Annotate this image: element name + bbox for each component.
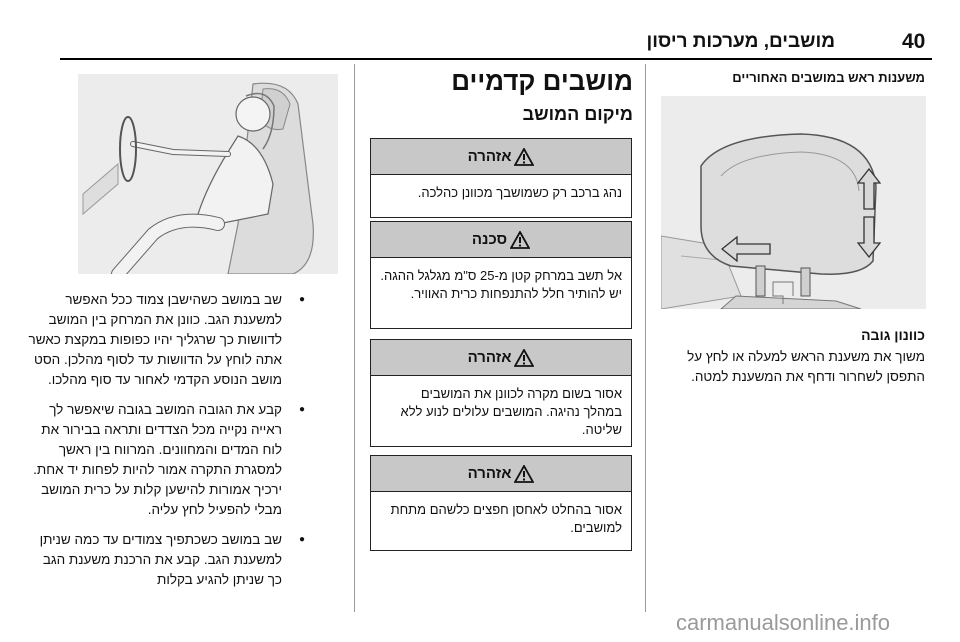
notice-label: אזהרה: [467, 465, 512, 482]
driver-drawing: [78, 74, 338, 274]
notice-header: [371, 139, 631, 175]
notice-header: [371, 340, 631, 376]
arrow-down-icon: [857, 216, 881, 258]
notice-header: [371, 456, 631, 492]
arrow-up-icon: [857, 168, 881, 210]
notice-text: אסור בשום מקרה לכוונן את המושבים במהלך נהיגה. המושבים עלולים לנוע ללא שליטה.: [400, 386, 622, 437]
notice-label: אזהרה: [467, 349, 512, 366]
headrest-section-title: משענות ראש במושבים האחוריים: [732, 70, 925, 85]
header-rule: [60, 58, 932, 60]
watermark: carmanualsonline.info: [676, 610, 891, 635]
notice-text: אסור בהחלט לאחסן חפצים כלשהם מתחת למושבים.: [390, 502, 622, 535]
danger-notice: [370, 221, 632, 329]
front-seats-title: מושבים קדמיים: [451, 66, 633, 96]
notice-header: [371, 222, 631, 258]
headrest-illustration: [661, 96, 926, 309]
warning-notice: [370, 339, 632, 447]
notice-text: נהג ברכב רק כשמושבך מכוונן כהלכה.: [417, 185, 622, 200]
list-item: ● קבע את הגובה המושב בגובה שיאפשר לך ראייה נקייה מכל הצדדים ותראה בבירור את לוח המדים והמחוונים. המרווח בין ראשך למסגרת התקרה אמור להיות לפחות יד אחת. ירכיך אמורות להישען קלות על כרית המושב מבלי להפעיל לחץ עליה.: [25, 400, 305, 520]
driver-seating-illustration: [78, 74, 338, 274]
notice-text: אל תשב במרחק קטן מ-25 ס"מ מגלגל ההגה. יש להותיר חלל להתנפחות כרית האוויר.: [380, 268, 622, 301]
warning-notice: [370, 455, 632, 551]
seat-position-subtitle: מיקום המושב: [522, 104, 633, 124]
list-item: ● שב במושב כשכתפיך צמודים עד כמה שניתן למשענת הגב. קבע את הרכנת משענת הגב כך שניתן להגיע בקלות: [25, 530, 305, 590]
warning-triangle-icon: [514, 349, 534, 367]
column-divider: [354, 64, 355, 612]
headrest-drawing: [661, 96, 926, 309]
warning-triangle-icon: [510, 231, 530, 249]
column-divider: [645, 64, 646, 612]
height-adjust-heading: כוונון גובה: [861, 327, 925, 343]
seating-instructions-list: [25, 290, 305, 600]
notice-label: סכנה: [471, 231, 508, 248]
height-adjust-text: משוך את משענת הראש למעלה או לחץ על התפסן לשחרור ודחף את המשענת למטה.: [687, 349, 925, 384]
list-item: ● שב במושב כשהישבן צמוד ככל האפשר למשענת הגב. כוונן את המרחק בין המושב לדוושות כך שרגליך יהיו כפופות במקצת כאשר אתה לוחץ על הדוושות עד לסוף מהלכן. הסט מושב הנוסע הקדמי לאחור עד סוף מהלכו.: [25, 290, 305, 390]
warning-triangle-icon: [514, 465, 534, 483]
notice-label: אזהרה: [467, 148, 512, 165]
running-header: מושבים, מערכות ריסון: [646, 31, 835, 52]
arrow-left-icon: [721, 236, 771, 262]
warning-notice: [370, 138, 632, 218]
warning-triangle-icon: [514, 148, 534, 166]
page-number: 40: [902, 30, 926, 53]
